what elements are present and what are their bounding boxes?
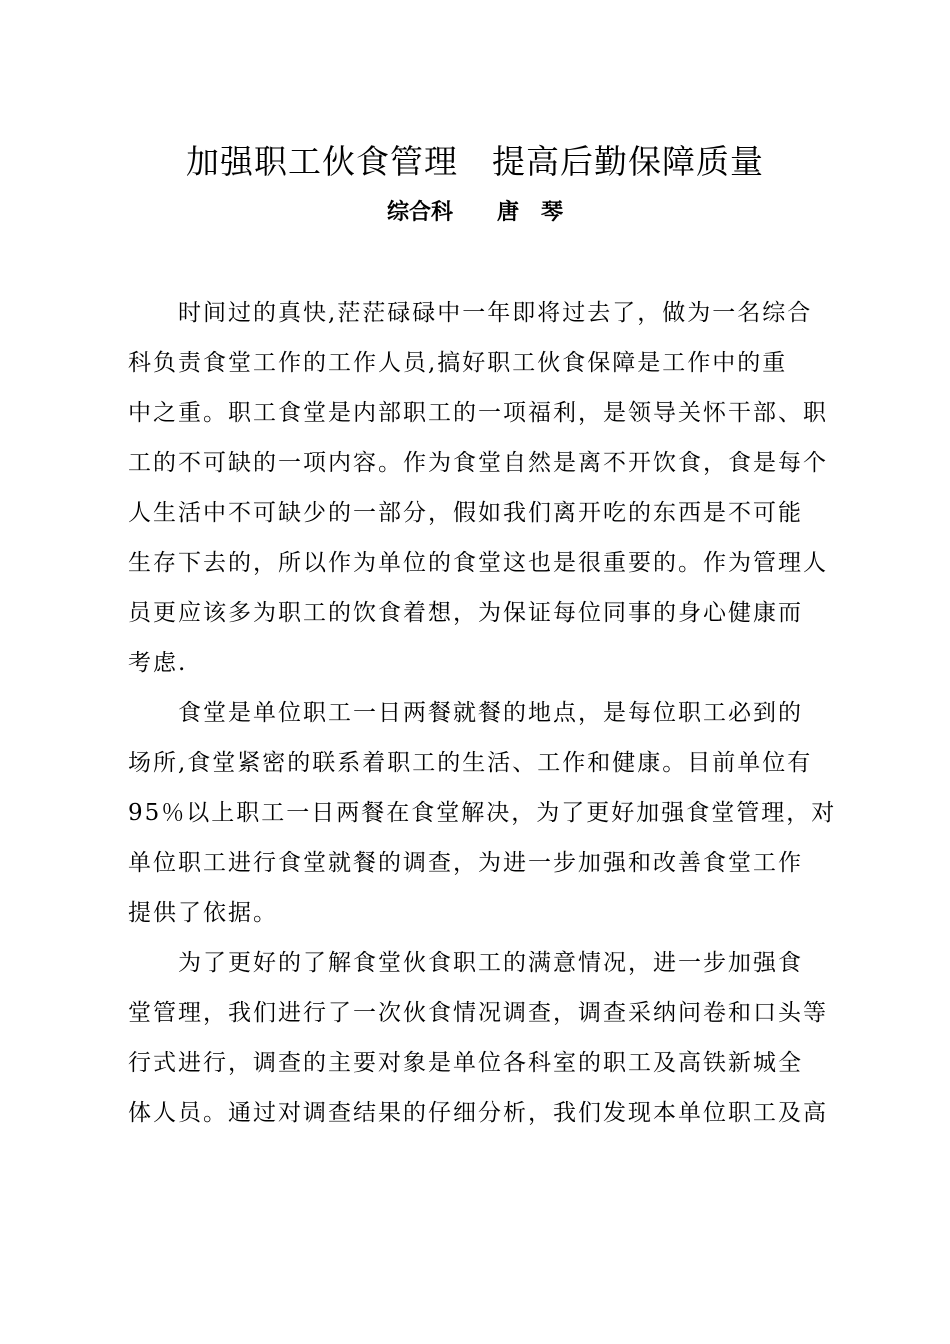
document-title: 加强职工伙食管理 提高后勤保障质量: [186, 142, 764, 181]
text-line: 科负责食堂工作的工作人员,搞好职工伙食保障是工作中的重: [128, 350, 788, 376]
text-line: 食堂是单位职工一日两餐就餐的地点，是每位职工必到的: [178, 700, 803, 726]
text-line: 考虑.: [128, 650, 188, 676]
text-line: 生存下去的，所以作为单位的食堂这也是很重要的。作为管理人: [128, 550, 828, 576]
text-line: 工的不可缺的一项内容。作为食堂自然是离不开饮食，食是每个: [128, 450, 828, 476]
paragraph-2: [128, 688, 837, 938]
text-line: 单位职工进行食堂就餐的调查，为进一步加强和改善食堂工作: [128, 850, 803, 876]
text-line: 场所,食堂紧密的联系着职工的生活、工作和健康。目前单位有: [128, 750, 813, 776]
text-line: 堂管理，我们进行了一次伙食情况调查，调查采纳问卷和口头等: [128, 1000, 828, 1026]
text-line: 95％以上职工一日两餐在食堂解决，为了更好加强食堂管理，对: [128, 800, 837, 826]
text-line: 提供了依据。: [128, 900, 278, 926]
text-line: 人生活中不可缺少的一部分，假如我们离开吃的东西是不可能: [128, 500, 803, 526]
paragraph-3: [128, 938, 828, 1138]
document-body: [128, 288, 837, 1138]
text-line: 为了更好的了解食堂伙食职工的满意情况，进一步加强食: [178, 950, 803, 976]
text-line: 员更应该多为职工的饮食着想，为保证每位同事的身心健康而: [128, 600, 803, 626]
text-line: 行式进行，调查的主要对象是单位各科室的职工及高铁新城全: [128, 1050, 803, 1076]
text-line: 时间过的真快,茫茫碌碌中一年即将过去了，做为一名综合: [178, 300, 813, 326]
author-byline: 综合科 唐 琴: [386, 199, 563, 225]
paragraph-1: [128, 288, 828, 688]
text-line: 中之重。职工食堂是内部职工的一项福利，是领导关怀干部、职: [128, 400, 828, 426]
text-line: 体人员。通过对调查结果的仔细分析，我们发现本单位职工及高: [128, 1100, 828, 1126]
